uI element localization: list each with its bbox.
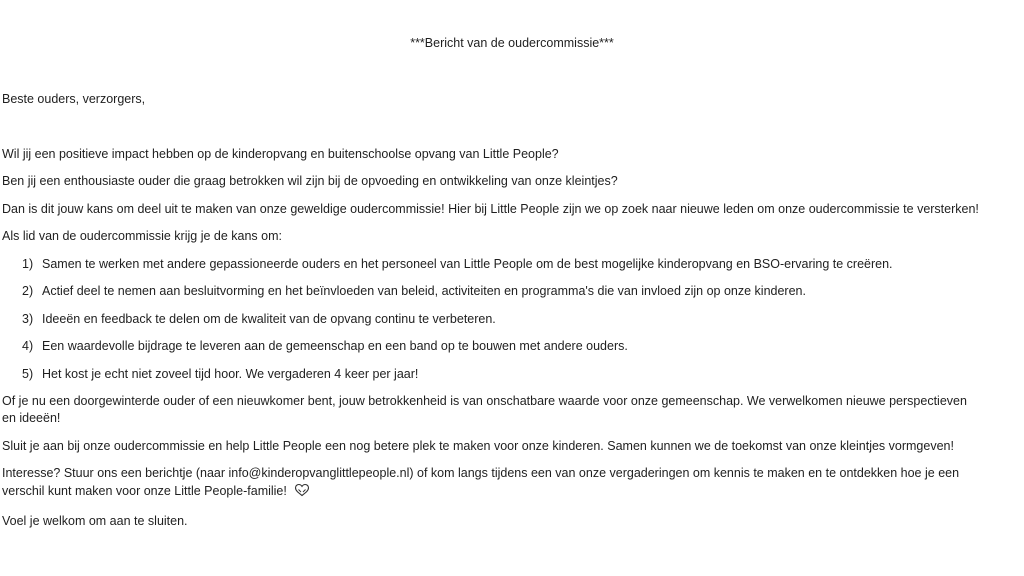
interest-line-1: Interesse? Stuur ons een berichtje (naar info@kinderopvanglittlepeople.nl) of kom langs tijdens een van onze vergaderingen om kennis te maken en te ontdekken hoe je een: [2, 466, 960, 480]
join-paragraph: Sluit je aan bij onze oudercommissie en help Little People een nog betere plek te maken voor onze kinderen. Samen kunnen we de toekomst van onze kleintjes vormgeven!: [2, 439, 954, 453]
list-number: 4): [22, 339, 34, 353]
list-text: Actief deel te nemen aan besluitvorming en het beïnvloeden van beleid, activiteiten en programma's die van invloed zijn op onze kinderen.: [42, 284, 806, 298]
list-number: 5): [22, 367, 34, 381]
list-text: Samen te werken met andere gepassioneerde ouders en het personeel van Little People om de best mogelijke kinderopvang en BSO-ervaring te creëren.: [42, 257, 893, 271]
list-item: [22, 338, 628, 354]
greeting: Beste ouders, verzorgers,: [2, 92, 146, 106]
list-item: [22, 366, 418, 382]
list-item: [22, 311, 496, 327]
closing-line: Voel je welkom om aan te sluiten.: [2, 514, 188, 528]
list-number: 1): [22, 257, 34, 271]
list-item: [22, 283, 806, 299]
intro-line-4: Als lid van de oudercommissie krijg je de kans om:: [2, 229, 282, 243]
intro-line-1: Wil jij een positieve impact hebben op de kinderopvang en buitenschoolse opvang van Little People?: [2, 147, 559, 161]
list-text: Een waardevolle bijdrage te leveren aan de gemeenschap en een band op te bouwen met andere ouders.: [42, 339, 628, 353]
list-text: Het kost je echt niet zoveel tijd hoor. We vergaderen 4 keer per jaar!: [42, 367, 419, 381]
interest-line-2-text: verschil kunt maken voor onze Little People-familie!: [2, 484, 287, 498]
heart-hands-icon: [294, 483, 310, 501]
interest-line-2: [2, 483, 310, 501]
message-title: ***Bericht van de oudercommissie***: [410, 36, 614, 50]
intro-line-3: Dan is dit jouw kans om deel uit te maken van onze geweldige oudercommissie! Hier bij Little People zijn we op zoek naar nieuwe leden om onze oudercommissie te versterken!: [2, 202, 979, 216]
list-number: 2): [22, 284, 34, 298]
list-number: 3): [22, 312, 34, 326]
list-item: [22, 256, 893, 272]
intro-line-2: Ben jij een enthousiaste ouder die graag betrokken wil zijn bij de opvoeding en ontwikkeling van onze kleintjes?: [2, 174, 618, 188]
newcomer-line-2: en ideeën!: [2, 411, 61, 425]
newcomer-line-1: Of je nu een doorgewinterde ouder of een nieuwkomer bent, jouw betrokkenheid is van onschatbare waarde voor onze gemeenschap. We verwelkomen nieuwe perspectieven: [2, 394, 967, 408]
list-text: Ideeën en feedback te delen om de kwaliteit van de opvang continu te verbeteren.: [42, 312, 496, 326]
